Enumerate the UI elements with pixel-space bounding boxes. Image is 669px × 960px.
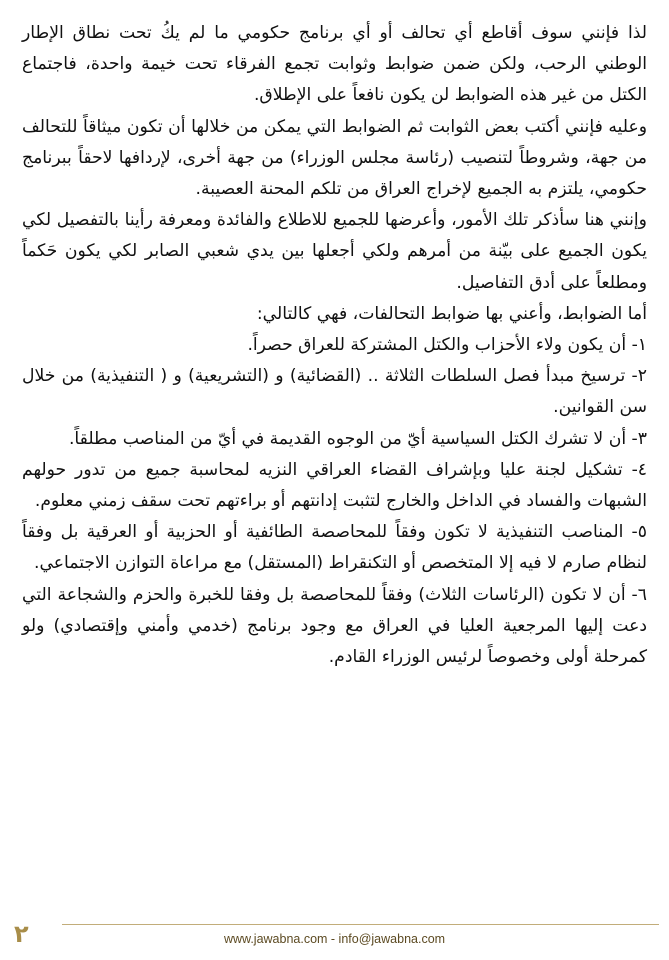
- paragraph-intro: لذا فإنني سوف أقاطع أي تحالف أو أي برنامج حكومي ما لم يكُ تحت نطاق الإطار الوطني الرحب، ولكن ضمن ضوابط وثوابت تجمع الفرقاء تحت خيمة واحدة، فاجتماع الكتل من غير هذه الضوابط لن يكون نافعاً على الإطلاق.: [22, 23, 647, 106]
- paragraph-principles: وعليه فإنني أكتب بعض الثوابت ثم الضوابط التي يمكن من خلالها أن تكون ميثاقاً للتحالف من جهة، وشروطاً لتنصيب (رئاسة مجلس الوزراء) من جهة أخرى، لإردافها لاحقاً ببرنامج حكومي، يلتزم به الجميع لإخراج العراق من تلكم المحنة العصيبة.: [22, 116, 647, 200]
- paragraph-disclosure: وإنني هنا سأذكر تلك الأمور، وأعرضها للجميع للاطلاع والفائدة ومعرفة رأينا بالتفصيل لكي يكون الجميع على بيّنة من أمرهم ولكي أجعلها بين يدي شعبي الصابر لكي يكون حَكماً ومطلعاً على أدق التفاصيل.: [22, 210, 647, 293]
- list-item-4: ٤- تشكيل لجنة عليا وبإشراف القضاء العراقي النزيه لمحاسبة جميع من تدور حولهم الشبهات والفساد في الداخل والخارج لتثبت إدانتهم أو براءتهم تحت سقف زمني معلوم.: [22, 459, 647, 512]
- list-item-5: ٥- المناصب التنفيذية لا تكون وفقاً للمحاصصة الطائفية أو الحزبية أو العرقية بل وفقاً لنظام صارم لا فيه إلا المتخصص أو التكنقراط (المستقل) مع مراعاة التوازن الاجتماعي.: [22, 522, 647, 574]
- paragraph-controls-heading: أما الضوابط، وأعني بها ضوابط التحالفات، فهي كالتالي:: [256, 303, 647, 324]
- list-item-3: ٣- أن لا تشرك الكتل السياسية أيّ من الوجوه القديمة في أيّ من المناصب مطلقاً.: [68, 428, 647, 449]
- page-number: ٢: [14, 920, 29, 948]
- list-item-1: ١- أن يكون ولاء الأحزاب والكتل المشتركة للعراق حصراً.: [247, 335, 647, 356]
- list-item-2: ٢- ترسيخ مبدأ فصل السلطات الثلاثة .. (القضائية) و (التشريعية) و ( التنفيذية) من خلال سن القوانين.: [22, 366, 647, 418]
- footer-contact: www.jawabna.com - info@jawabna.com: [223, 932, 446, 946]
- article-body: [22, 18, 647, 673]
- list-item-6: ٦- أن لا تكون (الرئاسات الثلاث) وفقاً للمحاصصة بل وفقا للخبرة والحزم والشجاعة التي دعت إليها المرجعية العليا في العراق مع وجود برنامج (خدمي وأمني وإقتصادي) ولو كمرحلة أولى وخصوصاً لرئيس الوزراء القادم.: [22, 584, 647, 668]
- footer-divider: [62, 924, 659, 925]
